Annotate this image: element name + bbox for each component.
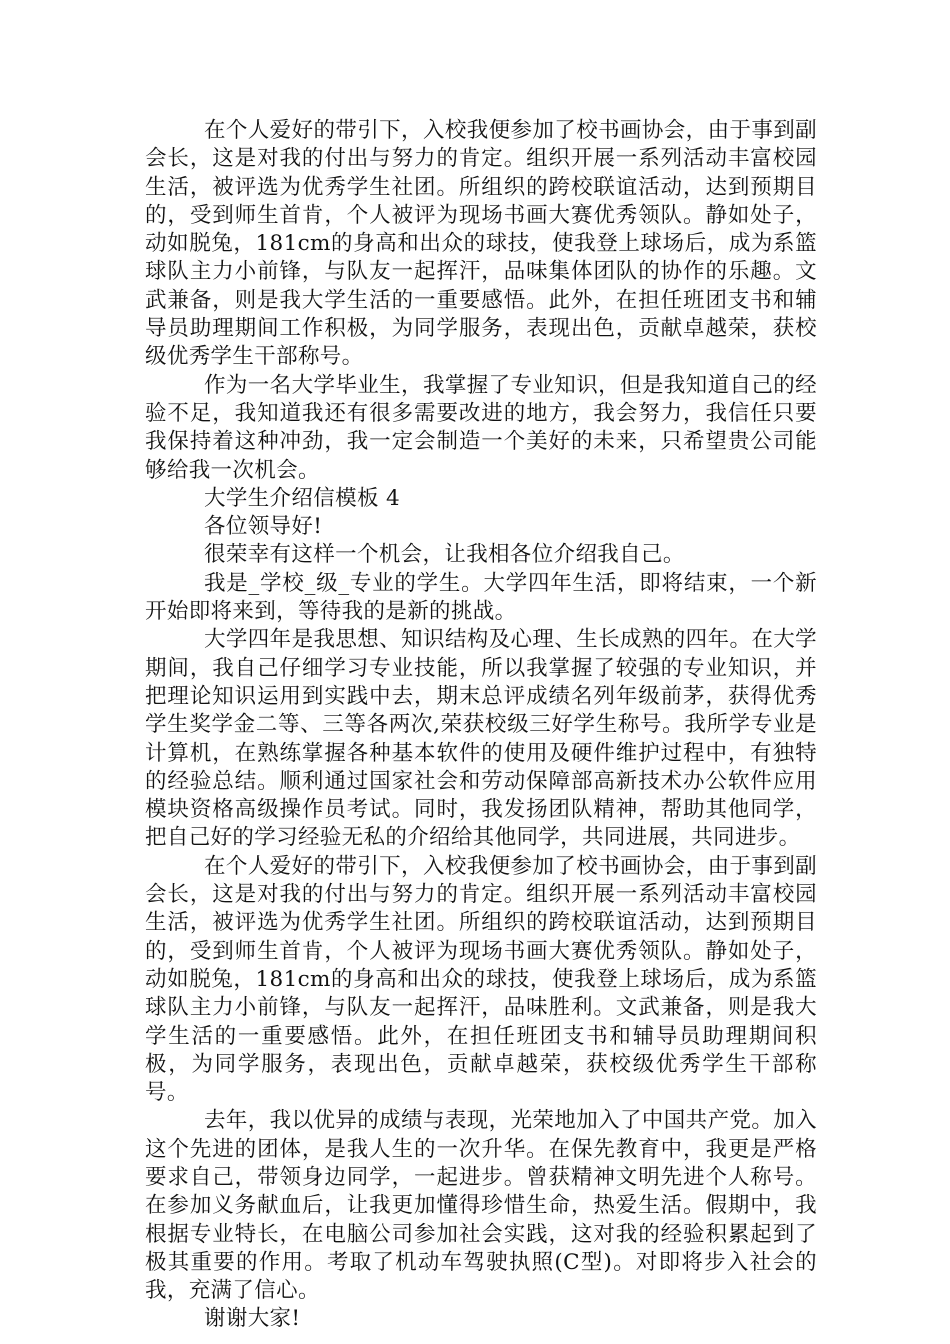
closing-line: 谢谢大家! [204,1306,301,1332]
document-page [145,117,817,1334]
body-paragraph-4: 大学四年是我思想、知识结构及心理、生长成熟的四年。在大学期间，我自己仔细学习专业技能，所以我掌握了较强的专业知识，并把理论知识运用到实践中去，期末总评成绩名列年级前茅，获得优秀学生奖学金二等、三等各两次,荣获校级三好学生称号。我所学专业是计算机，在熟练掌握各种基本软件的使用及硬件维护过程中，有独特的经验总结。顺利通过国家社会和劳动保障部高新技术办公软件应用模块资格高级操作员考试。同时，我发扬团队精神，帮助其他同学，把自己好的学习经验无私的介绍给其他同学，共同进展，共同进步。 [145,627,817,851]
body-paragraph-6: 去年，我以优异的成绩与表现，光荣地加入了中国共产党。加入这个先进的团体，是我人生的一次升华。在保先教育中，我更是严格要求自己，带领身边同学，一起进步。曾获精神文明先进个人称号。在参加义务献血后，让我更加懂得珍惜生命，热爱生活。假期中，我根据专业特长，在电脑公司参加社会实践，这对我的经验积累起到了极其重要的作用。考取了机动车驾驶执照(C型)。对即将步入社会的我，充满了信心。 [145,1108,817,1304]
body-paragraph-2: 作为一名大学毕业生，我掌握了专业知识，但是我知道自己的经验不足，我知道我还有很多需要改进的地方，我会努力，我信任只要我保持着这种冲劲，我一定会制造一个美好的未来，只希望贵公司能够给我一次机会。 [145,372,817,483]
greeting-line: 各位领导好! [204,514,323,540]
section-heading: 大学生介绍信模板 4 [204,485,401,511]
body-paragraph-3: 我是_学校_级_专业的学生。大学四年生活，即将结束，一个新开始即将来到，等待我的是新的挑战。 [145,570,817,625]
intro-line: 很荣幸有这样一个机会，让我相各位介绍我自己。 [204,542,685,568]
body-paragraph-5: 在个人爱好的带引下，入校我便参加了校书画协会，由于事到副会长，这是对我的付出与努力的肯定。组织开展一系列活动丰富校园生活，被评选为优秀学生社团。所组织的跨校联谊活动，达到预期目的，受到师生首肯，个人被评为现场书画大赛优秀领队。静如处子，动如脱兔，181cm的身高和出众的球技，使我登上球场后，成为系篮球队主力小前锋，与队友一起挥汗，品味胜利。文武兼备，则是我大学生活的一重要感悟。此外，在担任班团支书和辅导员助理期间积极，为同学服务，表现出色，贡献卓越荣，获校级优秀学生干部称号。 [145,853,817,1106]
body-paragraph-1: 在个人爱好的带引下，入校我便参加了校书画协会，由于事到副会长，这是对我的付出与努力的肯定。组织开展一系列活动丰富校园生活，被评选为优秀学生社团。所组织的跨校联谊活动，达到预期目的，受到师生首肯，个人被评为现场书画大赛优秀领队。静如处子，动如脱兔，181cm的身高和出众的球技，使我登上球场后，成为系篮球队主力小前锋，与队友一起挥汗，品味集体团队的协作的乐趣。文武兼备，则是我大学生活的一重要感悟。此外，在担任班团支书和辅导员助理期间工作积极，为同学服务，表现出色，贡献卓越荣，获校级优秀学生干部称号。 [145,118,817,370]
